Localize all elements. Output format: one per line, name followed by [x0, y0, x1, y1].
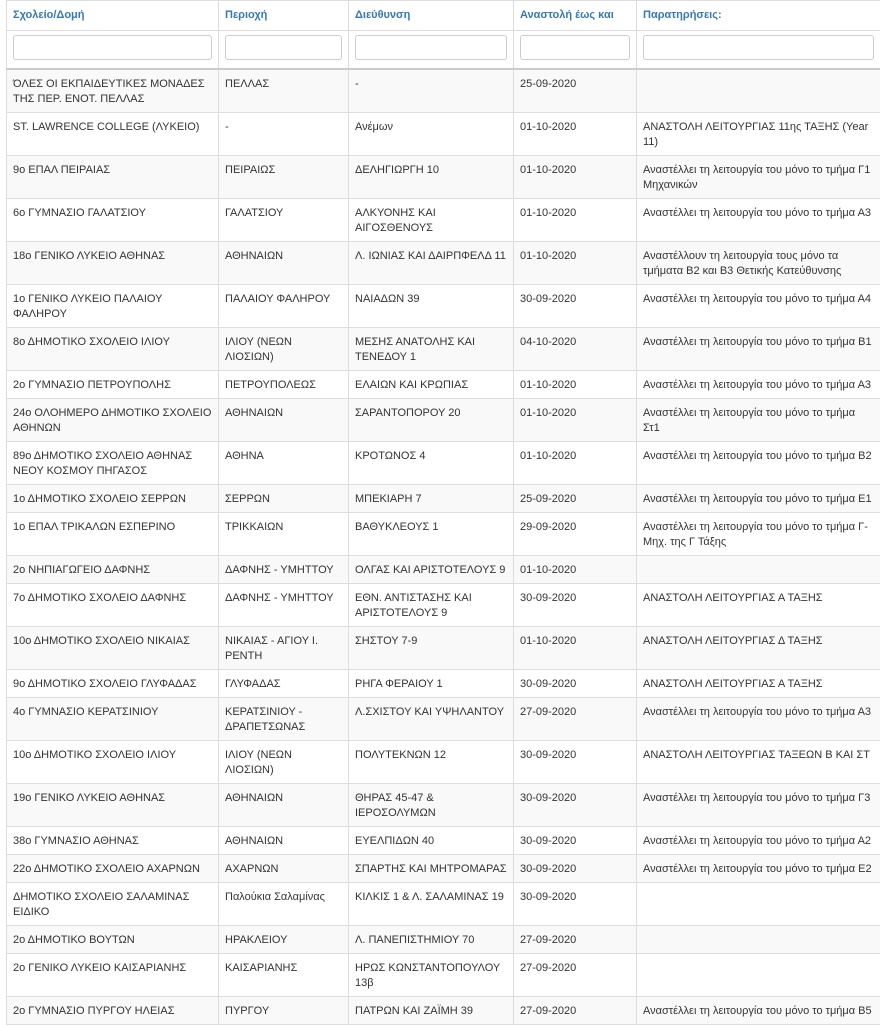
table-row [7, 669, 880, 697]
cell-notes: ΑΝΑΣΤΟΛΗ ΛΕΙΤΟΥΡΓΙΑΣ Α ΤΑΞΗΣ [637, 669, 880, 697]
cell-address: ΟΛΓΑΣ ΚΑΙ ΑΡΙΣΤΟΤΕΛΟΥΣ 9 [349, 555, 514, 583]
cell-address: Λ. ΙΩΝΙΑΣ ΚΑΙ ΔΑΙΡΠΦΕΛΔ 11 [349, 241, 514, 284]
cell-area: ΑΘΗΝΑ [219, 441, 349, 484]
cell-suspended-until: 30-09-2020 [514, 669, 637, 697]
cell-area: ΓΛΥΦΑΔΑΣ [219, 669, 349, 697]
table-row [7, 370, 880, 398]
cell-school: ΔΗΜΟΤΙΚΟ ΣΧΟΛΕΙΟ ΣΑΛΑΜΙΝΑΣ ΕΙΔΙΚΟ [7, 882, 219, 925]
cell-notes [637, 953, 880, 996]
cell-area: ΑΘΗΝΑΙΩΝ [219, 241, 349, 284]
cell-area: ΚΑΙΣΑΡΙΑΝΗΣ [219, 953, 349, 996]
cell-school: 2ο ΓΕΝΙΚΟ ΛΥΚΕΙΟ ΚΑΙΣΑΡΙΑΝΗΣ [7, 953, 219, 996]
cell-address: ΔΕΛΗΓΙΩΡΓΗ 10 [349, 155, 514, 198]
cell-school: ST. LAWRENCE COLLEGE (ΛΥΚΕΙΟ) [7, 112, 219, 155]
cell-area: ΠΕΙΡΑΙΩΣ [219, 155, 349, 198]
cell-suspended-until: 27-09-2020 [514, 697, 637, 740]
cell-address: ΡΗΓΑ ΦΕΡΑΙΟΥ 1 [349, 669, 514, 697]
cell-school: 2ο ΓΥΜΝΑΣΙΟ ΠΥΡΓΟΥ ΗΛΕΙΑΣ [7, 996, 219, 1024]
cell-school: 9ο ΔΗΜΟΤΙΚΟ ΣΧΟΛΕΙΟ ΓΛΥΦΑΔΑΣ [7, 669, 219, 697]
cell-school: ΌΛΕΣ ΟΙ ΕΚΠΑΙΔΕΥΤΙΚΕΣ ΜΟΝΑΔΕΣ ΤΗΣ ΠΕΡ. ΕΝΟΤ. ΠΕΛΛΑΣ [7, 69, 219, 113]
cell-suspended-until: 27-09-2020 [514, 953, 637, 996]
cell-notes: Αναστέλλει τη λειτουργία του μόνο το τμήμα Στ1 [637, 398, 880, 441]
cell-school: 9ο ΕΠΑΛ ΠΕΙΡΑΙΑΣ [7, 155, 219, 198]
cell-notes: ΑΝΑΣΤΟΛΗ ΛΕΙΤΟΥΡΓΙΑΣ Α ΤΑΞΗΣ [637, 583, 880, 626]
cell-notes: Αναστέλλει τη λειτουργία του μόνο το τμήμα Α3 [637, 697, 880, 740]
cell-notes: Αναστέλλει τη λειτουργία του μόνο το τμήμα Ε2 [637, 854, 880, 882]
cell-address: ΣΠΑΡΤΗΣ ΚΑΙ ΜΗΤΡΟΜΑΡΑΣ [349, 854, 514, 882]
cell-school: 24ο ΟΛΟΗΜΕΡΟ ΔΗΜΟΤΙΚΟ ΣΧΟΛΕΙΟ ΑΘΗΝΩΝ [7, 398, 219, 441]
suspensions-table [6, 0, 880, 1025]
cell-address: ΜΠΕΚΙΑΡΗ 7 [349, 484, 514, 512]
cell-notes: Αναστέλλει τη λειτουργία του μόνο το τμήμα Γ3 [637, 783, 880, 826]
cell-area: ΗΡΑΚΛΕΙΟΥ [219, 925, 349, 953]
cell-notes: ΑΝΑΣΤΟΛΗ ΛΕΙΤΟΥΡΓΙΑΣ Δ ΤΑΞΗΣ [637, 626, 880, 669]
table-row [7, 69, 880, 113]
cell-notes: Αναστέλλει τη λειτουργία του μόνο το τμήμα Β2 [637, 441, 880, 484]
cell-school: 18ο ΓΕΝΙΚΟ ΛΥΚΕΙΟ ΑΘΗΝΑΣ [7, 241, 219, 284]
header-suspended-until[interactable]: Αναστολή έως και [514, 1, 637, 31]
cell-suspended-until: 30-09-2020 [514, 783, 637, 826]
cell-suspended-until: 01-10-2020 [514, 155, 637, 198]
table-row [7, 441, 880, 484]
cell-school: 1ο ΔΗΜΟΤΙΚΟ ΣΧΟΛΕΙΟ ΣΕΡΡΩΝ [7, 484, 219, 512]
cell-area: ΔΑΦΝΗΣ - ΥΜΗΤΤΟΥ [219, 583, 349, 626]
table-row [7, 626, 880, 669]
cell-address: ΕΘΝ. ΑΝΤΙΣΤΑΣΗΣ ΚΑΙ ΑΡΙΣΤΟΤΕΛΟΥΣ 9 [349, 583, 514, 626]
table-row [7, 112, 880, 155]
cell-address: ΘΗΡΑΣ 45-47 & ΙΕΡΟΣΟΛΥΜΩΝ [349, 783, 514, 826]
filter-notes-input[interactable] [643, 35, 874, 60]
cell-area: ΠΑΛΑΙΟΥ ΦΑΛΗΡΟΥ [219, 284, 349, 327]
cell-area: - [219, 112, 349, 155]
filter-row [7, 31, 880, 69]
cell-address: ΝΑΙΑΔΩΝ 39 [349, 284, 514, 327]
cell-address: Λ.ΣΧΙΣΤΟΥ ΚΑΙ ΥΨΗΛΑΝΤΟΥ [349, 697, 514, 740]
cell-area: ΝΙΚΑΙΑΣ - ΑΓΙΟΥ Ι. ΡΕΝΤΗ [219, 626, 349, 669]
cell-notes [637, 555, 880, 583]
cell-school: 22ο ΔΗΜΟΤΙΚΟ ΣΧΟΛΕΙΟ ΑΧΑΡΝΩΝ [7, 854, 219, 882]
cell-notes: Αναστέλλει τη λειτουργία του μόνο το τμήμα Β1 [637, 327, 880, 370]
cell-area: ΑΘΗΝΑΙΩΝ [219, 783, 349, 826]
cell-suspended-until: 30-09-2020 [514, 740, 637, 783]
cell-suspended-until: 01-10-2020 [514, 398, 637, 441]
cell-notes: Αναστέλλει τη λειτουργία του μόνο το τμήμα Γ1 Μηχανικών [637, 155, 880, 198]
cell-area: ΙΛΙΟΥ (ΝΕΩΝ ΛΙΟΣΙΩΝ) [219, 327, 349, 370]
cell-area: ΙΛΙΟΥ (ΝΕΩΝ ΛΙΟΣΙΩΝ) [219, 740, 349, 783]
table-row [7, 783, 880, 826]
cell-suspended-until: 30-09-2020 [514, 854, 637, 882]
table-row [7, 996, 880, 1024]
table-row [7, 740, 880, 783]
cell-school: 2ο ΔΗΜΟΤΙΚΟ ΒΟΥΤΩΝ [7, 925, 219, 953]
cell-notes: Αναστέλλει τη λειτουργία του μόνο το τμήμα Α2 [637, 826, 880, 854]
cell-suspended-until: 30-09-2020 [514, 583, 637, 626]
cell-address: ΗΡΩΣ ΚΩΝΣΤΑΝΤΟΠΟΥΛΟΥ 13β [349, 953, 514, 996]
cell-address: Ανέμων [349, 112, 514, 155]
cell-area: ΤΡΙΚΚΑΙΩΝ [219, 512, 349, 555]
cell-area: ΚΕΡΑΤΣΙΝΙΟΥ - ΔΡΑΠΕΤΣΩΝΑΣ [219, 697, 349, 740]
header-notes[interactable]: Παρατηρήσεις: [637, 1, 880, 31]
cell-area: ΓΑΛΑΤΣΙΟΥ [219, 198, 349, 241]
table-row [7, 284, 880, 327]
cell-address: ΜΕΣΗΣ ΑΝΑΤΟΛΗΣ ΚΑΙ ΤΕΝΕΔΟΥ 1 [349, 327, 514, 370]
cell-address: ΕΛΑΙΩΝ ΚΑΙ ΚΡΩΠΙΑΣ [349, 370, 514, 398]
cell-notes: ΑΝΑΣΤΟΛΗ ΛΕΙΤΟΥΡΓΙΑΣ ΤΑΞΕΩΝ Β ΚΑΙ ΣΤ [637, 740, 880, 783]
filter-address-input[interactable] [355, 35, 507, 60]
table-header [7, 1, 880, 69]
cell-notes [637, 69, 880, 113]
cell-suspended-until: 25-09-2020 [514, 484, 637, 512]
cell-suspended-until: 27-09-2020 [514, 996, 637, 1024]
cell-notes: Αναστέλλει τη λειτουργία του μόνο το τμήμα Α3 [637, 198, 880, 241]
table-row [7, 882, 880, 925]
cell-notes: ΑΝΑΣΤΟΛΗ ΛΕΙΤΟΥΡΓΙΑΣ 11ης ΤΑΞΗΣ (Year 11) [637, 112, 880, 155]
cell-area: ΠΥΡΓΟΥ [219, 996, 349, 1024]
cell-suspended-until: 01-10-2020 [514, 441, 637, 484]
cell-address: ΠΟΛΥΤΕΚΝΩΝ 12 [349, 740, 514, 783]
cell-address: ΠΑΤΡΩΝ ΚΑΙ ΖΑΪΜΗ 39 [349, 996, 514, 1024]
header-school[interactable]: Σχολείο/Δομή [7, 1, 219, 31]
cell-address: ΒΑΘΥΚΛΕΟΥΣ 1 [349, 512, 514, 555]
cell-school: 10ο ΔΗΜΟΤΙΚΟ ΣΧΟΛΕΙΟ ΙΛΙΟΥ [7, 740, 219, 783]
cell-area: ΑΧΑΡΝΩΝ [219, 854, 349, 882]
table-row [7, 484, 880, 512]
cell-address: ΚΙΛΚΙΣ 1 & Λ. ΣΑΛΑΜΙΝΑΣ 19 [349, 882, 514, 925]
filter-until-input[interactable] [520, 35, 630, 60]
filter-school-input[interactable] [13, 35, 212, 60]
cell-suspended-until: 30-09-2020 [514, 826, 637, 854]
table-row [7, 198, 880, 241]
filter-area-input[interactable] [225, 35, 342, 60]
cell-school: 38ο ΓΥΜΝΑΣΙΟ ΑΘΗΝΑΣ [7, 826, 219, 854]
cell-notes [637, 925, 880, 953]
table-row [7, 854, 880, 882]
cell-school: 7ο ΔΗΜΟΤΙΚΟ ΣΧΟΛΕΙΟ ΔΑΦΝΗΣ [7, 583, 219, 626]
cell-school: 10ο ΔΗΜΟΤΙΚΟ ΣΧΟΛΕΙΟ ΝΙΚΑΙΑΣ [7, 626, 219, 669]
table-row [7, 555, 880, 583]
cell-suspended-until: 01-10-2020 [514, 241, 637, 284]
cell-suspended-until: 30-09-2020 [514, 284, 637, 327]
cell-area: Παλούκια Σαλαμίνας [219, 882, 349, 925]
header-address[interactable]: Διεύθυνση [349, 1, 514, 31]
cell-address: ΑΛΚΥΟΝΗΣ ΚΑΙ ΑΙΓΟΣΘΕΝΟΥΣ [349, 198, 514, 241]
cell-school: 2ο ΝΗΠΙΑΓΩΓΕΙΟ ΔΑΦΝΗΣ [7, 555, 219, 583]
cell-suspended-until: 25-09-2020 [514, 69, 637, 113]
cell-notes: Αναστέλλει τη λειτουργία του μόνο το τμήμα Ε1 [637, 484, 880, 512]
cell-suspended-until: 01-10-2020 [514, 198, 637, 241]
cell-suspended-until: 01-10-2020 [514, 112, 637, 155]
cell-area: ΑΘΗΝΑΙΩΝ [219, 398, 349, 441]
table-row [7, 155, 880, 198]
cell-suspended-until: 27-09-2020 [514, 925, 637, 953]
cell-notes [637, 882, 880, 925]
cell-address: ΣΑΡΑΝΤΟΠΟΡΟΥ 20 [349, 398, 514, 441]
cell-suspended-until: 04-10-2020 [514, 327, 637, 370]
cell-address: - [349, 69, 514, 113]
cell-area: ΣΕΡΡΩΝ [219, 484, 349, 512]
cell-suspended-until: 01-10-2020 [514, 555, 637, 583]
cell-school: 4ο ΓΥΜΝΑΣΙΟ ΚΕΡΑΤΣΙΝΙΟΥ [7, 697, 219, 740]
cell-address: ΚΡΟΤΩΝΟΣ 4 [349, 441, 514, 484]
cell-school: 2ο ΓΥΜΝΑΣΙΟ ΠΕΤΡΟΥΠΟΛΗΣ [7, 370, 219, 398]
cell-area: ΑΘΗΝΑΙΩΝ [219, 826, 349, 854]
cell-suspended-until: 01-10-2020 [514, 370, 637, 398]
cell-school: 89ο ΔΗΜΟΤΙΚΟ ΣΧΟΛΕΙΟ ΑΘΗΝΑΣ ΝΕΟΥ ΚΟΣΜΟΥ ΠΗΓΑΣΟΣ [7, 441, 219, 484]
cell-school: 6ο ΓΥΜΝΑΣΙΟ ΓΑΛΑΤΣΙΟΥ [7, 198, 219, 241]
table-row [7, 826, 880, 854]
cell-suspended-until: 30-09-2020 [514, 882, 637, 925]
cell-suspended-until: 29-09-2020 [514, 512, 637, 555]
table-row [7, 512, 880, 555]
cell-notes: Αναστέλλει τη λειτουργία του μόνο το τμήμα Γ-Μηχ. της Γ Τάξης [637, 512, 880, 555]
table-row [7, 583, 880, 626]
cell-notes: Αναστέλλουν τη λειτουργία τους μόνο τα τμήματα Β2 και Β3 Θετικής Κατεύθυνσης [637, 241, 880, 284]
table-row [7, 241, 880, 284]
table-row [7, 953, 880, 996]
cell-notes: Αναστέλλει τη λειτουργία του μόνο το τμήμα Α3 [637, 370, 880, 398]
cell-suspended-until: 01-10-2020 [514, 626, 637, 669]
cell-notes: Αναστέλλει τη λειτουργία του μόνο το τμήμα Β5 [637, 996, 880, 1024]
cell-address: Λ. ΠΑΝΕΠΙΣΤΗΜΙΟΥ 70 [349, 925, 514, 953]
table-row [7, 697, 880, 740]
cell-school: 1ο ΓΕΝΙΚΟ ΛΥΚΕΙΟ ΠΑΛΑΙΟΥ ΦΑΛΗΡΟΥ [7, 284, 219, 327]
table-body [7, 69, 880, 1025]
cell-school: 19ο ΓΕΝΙΚΟ ΛΥΚΕΙΟ ΑΘΗΝΑΣ [7, 783, 219, 826]
cell-area: ΠΕΤΡΟΥΠΟΛΕΩΣ [219, 370, 349, 398]
cell-area: ΔΑΦΝΗΣ - ΥΜΗΤΤΟΥ [219, 555, 349, 583]
cell-school: 8ο ΔΗΜΟΤΙΚΟ ΣΧΟΛΕΙΟ ΙΛΙΟΥ [7, 327, 219, 370]
header-area[interactable]: Περιοχή [219, 1, 349, 31]
table-row [7, 925, 880, 953]
cell-notes: Αναστέλλει τη λειτουργία του μόνο το τμήμα Α4 [637, 284, 880, 327]
table-row [7, 327, 880, 370]
cell-address: ΕΥΕΛΠΙΔΩΝ 40 [349, 826, 514, 854]
cell-address: ΣΗΣΤΟΥ 7-9 [349, 626, 514, 669]
cell-school: 1ο ΕΠΑΛ ΤΡΙΚΑΛΩΝ ΕΣΠΕΡΙΝΟ [7, 512, 219, 555]
table-row [7, 398, 880, 441]
cell-area: ΠΕΛΛΑΣ [219, 69, 349, 113]
